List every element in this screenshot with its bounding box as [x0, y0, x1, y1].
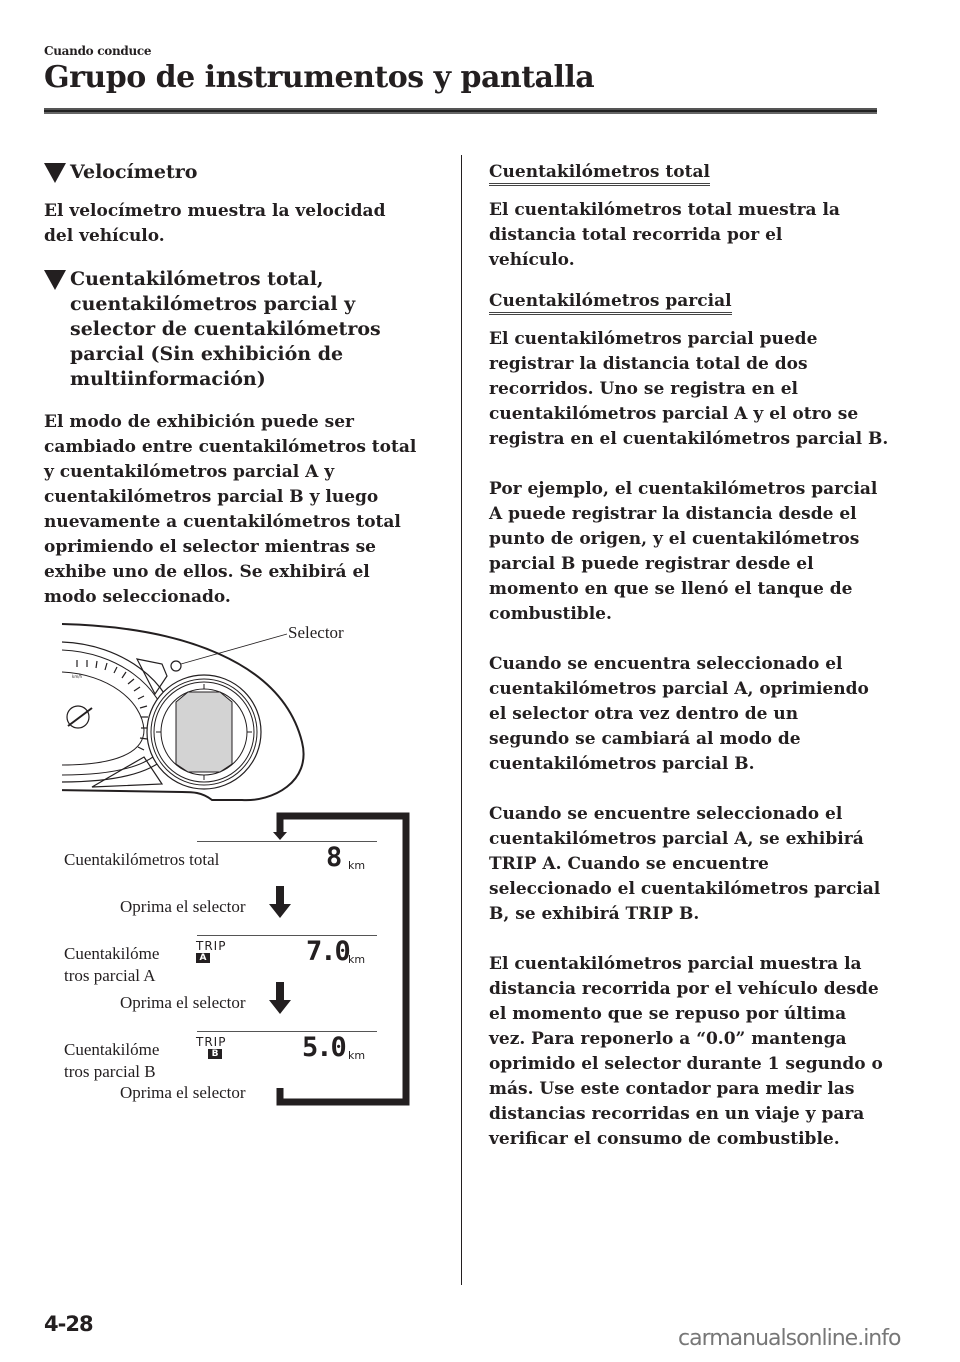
trip-b-value: 5.0: [302, 1032, 345, 1063]
cuentakilometros-body: El modo de exhibición puede ser cambiado entre cuentakilómetros total y cuentakilómetros parcial A y cuentakilómetros parcial B y luego nuevamente a cuentakilómetros total oprimiendo el selector mientras se exhibe uno de ellos. Se exhibirá el modo seleccionado.: [44, 412, 417, 607]
trip-b-label-line1: Cuentakilóme: [64, 1040, 160, 1059]
divider-line: [197, 1031, 377, 1032]
page-title: Grupo de instrumentos y pantalla: [44, 60, 595, 95]
section-heading-text: Cuentakilómetros total, cuentakilómetros parcial y selector de cuentakilómetros parcial (Sin exhibición de multiinformación): [70, 268, 381, 390]
trip-paragraph: Cuando se encuentra seleccionado el cuentakilómetros parcial A, oprimiendo el selector otra vez dentro de un segundo se cambiará al modo de cuentakilómetros parcial B.: [489, 654, 869, 774]
press-selector-label-1: Oprima el selector: [120, 897, 246, 916]
left-column: [44, 160, 444, 626]
triangle-marker-icon: [44, 163, 66, 183]
trip-paragraph: Por ejemplo, el cuentakilómetros parcial A puede registrar la distancia desde el punto de origen, y el cuentakilómetros parcial B puede registrar desde el momento en que se llenó el tanque de combustible.: [489, 479, 878, 624]
trip-paragraph: Cuando se encuentre seleccionado el cuentakilómetros parcial A, se exhibirá TRIP A. Cuando se encuentre seleccionado el cuentakilómetros parcial B, se exhibirá TRIP B.: [489, 804, 881, 924]
trip-a-badge: A: [196, 953, 210, 963]
trip-paragraph: El cuentakilómetros parcial puede registrar la distancia total de dos recorridos. Uno se registra en el cuentakilómetros parcial A y el otro se registra en el cuentakilómetros parcial B.: [489, 329, 889, 449]
trip-a-unit: km: [348, 953, 366, 966]
trip-a-value: 7.0: [306, 936, 349, 967]
divider-line: [197, 935, 377, 936]
odometer-total-label: Cuentakilómetros total: [64, 850, 220, 869]
selector-callout-label: Selector: [288, 623, 344, 642]
trip-paragraph: El cuentakilómetros parcial muestra la distancia recorrida por el vehículo desde el momento que se repuso por última vez. Para reponerlo a “0.0” mantenga oprimido el selector durante 1 segundo o más. Use este contador para medir las distancias recorridas en un viaje y para verificar el consumo de combustible.: [489, 954, 883, 1149]
subheading-cuentakilometros-parcial: Cuentakilómetros parcial: [489, 290, 732, 315]
trip-a-label-line2: tros parcial A: [64, 966, 156, 985]
right-column: [489, 160, 889, 1168]
trip-b-trip-text: TRIP: [196, 1035, 227, 1049]
page-number: 4-28: [44, 1312, 93, 1336]
odometer-total-unit: km: [348, 859, 366, 872]
instrument-cluster-figure: [62, 622, 414, 1112]
section-heading-velocimetro: [44, 160, 444, 185]
triangle-marker-icon: [44, 270, 66, 290]
svg-text:km/h: km/h: [72, 674, 83, 679]
subheading-cuentakilometros-total: Cuentakilómetros total: [489, 161, 710, 186]
section-heading-cuentakilometros: [44, 267, 444, 392]
section-heading-text: Velocímetro: [70, 161, 198, 183]
watermark-link[interactable]: carmanualsonline.info: [678, 1326, 901, 1351]
breadcrumb: Cuando conduce: [44, 44, 152, 58]
trip-b-unit: km: [348, 1049, 366, 1062]
trip-a-label-line1: Cuentakilóme: [64, 944, 160, 963]
column-divider: [461, 155, 462, 1285]
odometer-total-value: 8: [326, 842, 341, 873]
press-selector-label-2: Oprima el selector: [120, 993, 246, 1012]
total-odometer-body: El cuentakilómetros total muestra la distancia total recorrida por el vehículo.: [489, 200, 840, 270]
trip-b-label-line2: tros parcial B: [64, 1062, 156, 1081]
press-selector-label-3: Oprima el selector: [120, 1083, 246, 1102]
header-rule: [44, 108, 877, 114]
velocimetro-body: El velocímetro muestra la velocidad del vehículo.: [44, 201, 386, 246]
trip-a-trip-text: TRIP: [196, 939, 227, 953]
divider-line: [197, 841, 377, 842]
trip-b-badge: B: [208, 1049, 222, 1059]
